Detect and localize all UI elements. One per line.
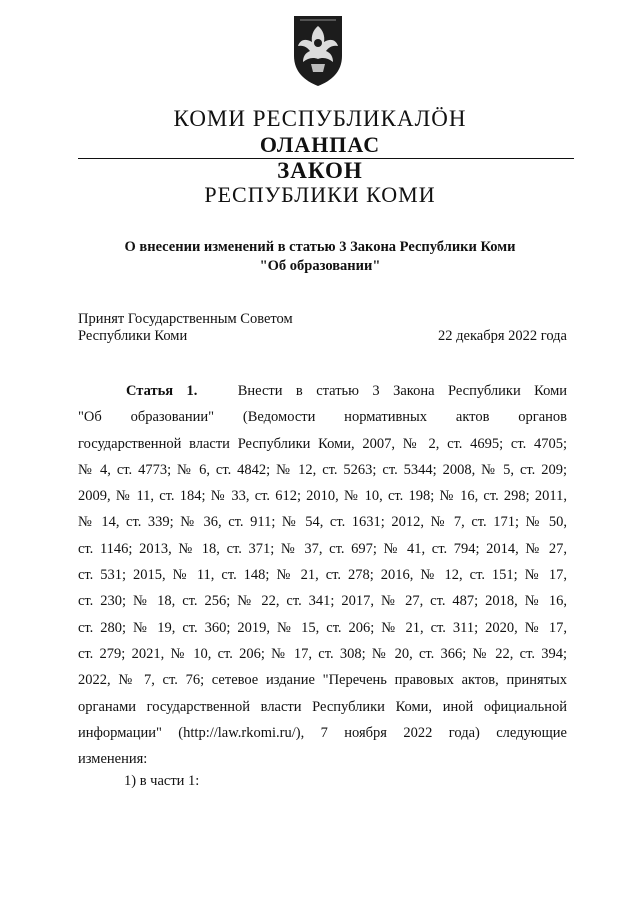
olanpas-heading: ОЛАНПАС	[259, 132, 381, 157]
adopted-by-line-1: Принят Государственным Советом	[78, 311, 293, 327]
article-line: № 14, ст. 339; № 36, ст. 911; № 54, ст. 1631; 2012, № 7, ст. 171; № 50,	[78, 514, 567, 531]
article-line: государственной власти Республики Коми, 2007, № 2, ст. 4695; ст. 4705;	[78, 435, 567, 452]
article-line	[78, 378, 567, 404]
article-line: органами государственной власти Республики Коми, иной официальной	[78, 698, 567, 715]
article-line: информации" (http://law.rkomi.ru/), 7 ноября 2022 года) следующие	[78, 724, 567, 741]
article-line: ст. 279; 2021, № 10, ст. 206; № 17, ст. 308; № 20, ст. 366; № 22, ст. 394;	[78, 645, 567, 662]
komi-coat-of-arms-icon	[291, 12, 345, 88]
article-line: 2009, № 11, ст. 184; № 33, ст. 612; 2010, № 10, ст. 198; № 16, ст. 298; 2011,	[78, 488, 567, 505]
republic-heading: РЕСПУБЛИКИ КОМИ	[204, 182, 436, 207]
article-line: "Об образовании" (Ведомости нормативных актов органов	[78, 409, 567, 426]
article-line: ст. 280; № 19, ст. 360; 2019, № 15, ст. 206; № 21, ст. 311; 2020, № 17,	[78, 619, 567, 636]
document-title-line-2: "Об образовании"	[259, 258, 381, 274]
adopted-by-line-2: Республики Коми	[78, 328, 188, 344]
komi-republic-heading: КОМИ РЕСПУБЛИКАЛÖН	[173, 106, 467, 131]
article-line: 2022, № 7, ст. 76; сетевое издание "Перечень правовых актов, принятых	[78, 672, 567, 689]
article-label: Статья 1.	[126, 383, 198, 399]
document-title-line-1: О внесении изменений в статью 3 Закона Республики Коми	[124, 239, 516, 255]
article-line: ст. 230; № 18, ст. 256; № 22, ст. 341; 2017, № 27, ст. 487; 2018, № 16,	[78, 593, 567, 610]
article-line: № 4, ст. 4773; № 6, ст. 4842; № 12, ст. 5263; ст. 5344; 2008, № 5, ст. 209;	[78, 461, 567, 478]
article-line: ст. 1146; 2013, № 18, ст. 371; № 37, ст. 697; № 41, ст. 794; 2014, № 27,	[78, 540, 567, 557]
adoption-date: 22 декабря 2022 года	[438, 328, 567, 344]
list-item-1: 1) в части 1:	[124, 773, 200, 789]
law-heading: ЗАКОН	[277, 158, 363, 183]
article-line-text: Внести в статью 3 Закона Республики Коми	[237, 383, 567, 399]
article-line: ст. 531; 2015, № 11, ст. 148; № 21, ст. 278; 2016, № 12, ст. 151; № 17,	[78, 567, 567, 584]
article-1-body	[78, 378, 567, 772]
article-line: изменения:	[78, 751, 148, 768]
